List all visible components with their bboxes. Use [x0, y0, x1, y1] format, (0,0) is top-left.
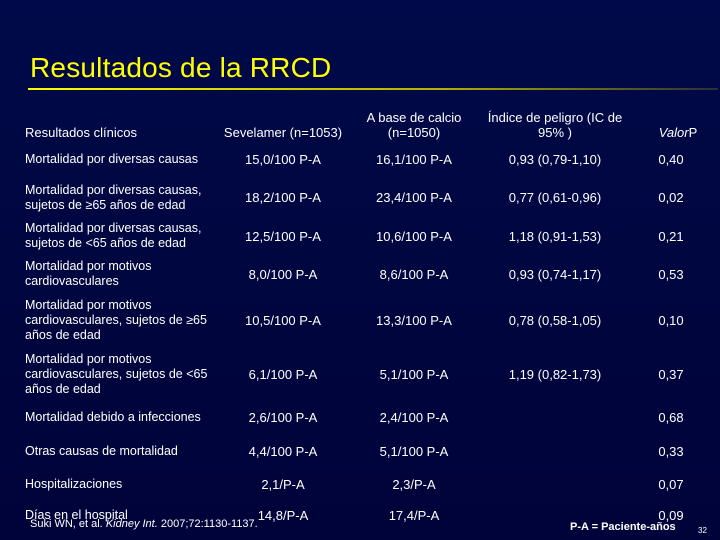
table-body: [25, 140, 715, 530]
table-row: [25, 347, 715, 401]
row-p-value: 0,37: [658, 366, 684, 382]
row-sevelamer: 2,6/100 P-A: [248, 410, 318, 425]
row-p-value: 0,53: [658, 266, 684, 282]
row-calcium: 17,4/P-A: [388, 507, 440, 523]
row-outcome: Mortalidad por motivos cardiovasculares, sujetos de <65 años de edad: [25, 351, 208, 396]
row-p-value: 0,40: [658, 151, 684, 167]
title-underline: [28, 88, 718, 90]
table-row: [25, 434, 715, 468]
row-hazard-ratio: 0,93 (0,79-1,10): [508, 151, 602, 167]
table-row: [25, 255, 715, 293]
row-calcium: 5,1/100 P-A: [379, 443, 449, 459]
row-calcium: 8,6/100 P-A: [379, 266, 449, 282]
row-hazard-ratio: 0,93 (0,74-1,17): [508, 266, 602, 282]
row-calcium: 23,4/100 P-A: [376, 190, 452, 205]
table-row: [25, 217, 715, 255]
header-hazard-ratio: Índice de peligro (IC de 95% ): [487, 110, 623, 140]
table-row: [25, 468, 715, 500]
row-calcium: 10,6/100 P-A: [376, 228, 452, 244]
row-calcium: 13,3/100 P-A: [376, 312, 452, 328]
table-header-row: [25, 100, 715, 140]
row-sevelamer: 15,0/100 P-A: [245, 151, 321, 167]
table-row: [25, 401, 715, 434]
header-p-value-label: Valor: [658, 125, 689, 140]
row-sevelamer: 2,1/P-A: [261, 476, 305, 492]
citation: [30, 518, 258, 530]
table-row: [25, 178, 715, 217]
row-sevelamer: 14,8/P-A: [257, 507, 309, 523]
row-calcium: 2,3/P-A: [392, 476, 436, 492]
row-hazard-ratio: 1,19 (0,82-1,73): [508, 366, 602, 382]
header-outcome: Resultados clínicos: [25, 125, 137, 140]
row-calcium: 16,1/100 P-A: [376, 151, 452, 167]
citation-details: 2007;72:1130-1137.: [160, 518, 258, 530]
row-p-value: 0,09: [658, 507, 684, 523]
row-sevelamer: 6,1/100 P-A: [248, 366, 318, 382]
row-sevelamer: 10,5/100 P-A: [245, 312, 321, 328]
row-p-value: 0,10: [658, 312, 684, 328]
row-p-value: 0,21: [658, 228, 684, 244]
row-sevelamer: 12,5/100 P-A: [245, 228, 321, 244]
row-outcome: Hospitalizaciones: [25, 476, 123, 491]
row-p-value: 0,02: [658, 190, 684, 205]
row-sevelamer: 4,4/100 P-A: [248, 443, 318, 459]
row-outcome: Mortalidad debido a infecciones: [25, 410, 201, 424]
row-hazard-ratio: 0,77 (0,61-0,96): [508, 190, 602, 205]
citation-authors: Suki WN, et al.: [30, 518, 103, 530]
row-p-value: 0,33: [658, 443, 684, 459]
header-p-value-letter: P: [688, 125, 698, 140]
row-p-value: 0,07: [658, 476, 684, 492]
table-row: [25, 293, 715, 347]
row-sevelamer: 18,2/100 P-A: [245, 190, 321, 205]
row-hazard-ratio: 0,78 (0,58-1,05): [508, 312, 602, 328]
row-outcome: Mortalidad por diversas causas, sujetos de ≥65 años de edad: [25, 182, 202, 212]
abbreviation-note: P-A = Paciente-años: [570, 521, 676, 533]
row-outcome: Mortalidad por motivos cardiovasculares: [25, 259, 152, 288]
results-table: [25, 100, 715, 530]
row-outcome: Días en el hospital: [25, 507, 128, 522]
header-calcium: A base de calcio (n=1050): [366, 110, 462, 140]
header-sevelamer: Sevelamer (n=1053): [223, 125, 343, 140]
row-outcome: Mortalidad por diversas causas, sujetos de <65 años de edad: [25, 221, 202, 250]
row-p-value: 0,68: [658, 410, 684, 425]
row-outcome: Otras causas de mortalidad: [25, 443, 178, 458]
page-number: 32: [698, 526, 707, 535]
row-outcome: Mortalidad por motivos cardiovasculares, sujetos de ≥65 años de edad: [25, 297, 207, 342]
row-calcium: 2,4/100 P-A: [379, 410, 449, 425]
row-calcium: 5,1/100 P-A: [379, 366, 449, 382]
row-outcome: Mortalidad por diversas causas: [25, 151, 198, 166]
citation-journal: Kidney Int.: [105, 518, 158, 530]
row-sevelamer: 8,0/100 P-A: [248, 266, 318, 282]
header-p-value: [627, 125, 715, 140]
slide-title: Resultados de la RRCD: [30, 52, 332, 83]
table-row: [25, 140, 715, 178]
row-hazard-ratio: 1,18 (0,91-1,53): [508, 228, 602, 244]
